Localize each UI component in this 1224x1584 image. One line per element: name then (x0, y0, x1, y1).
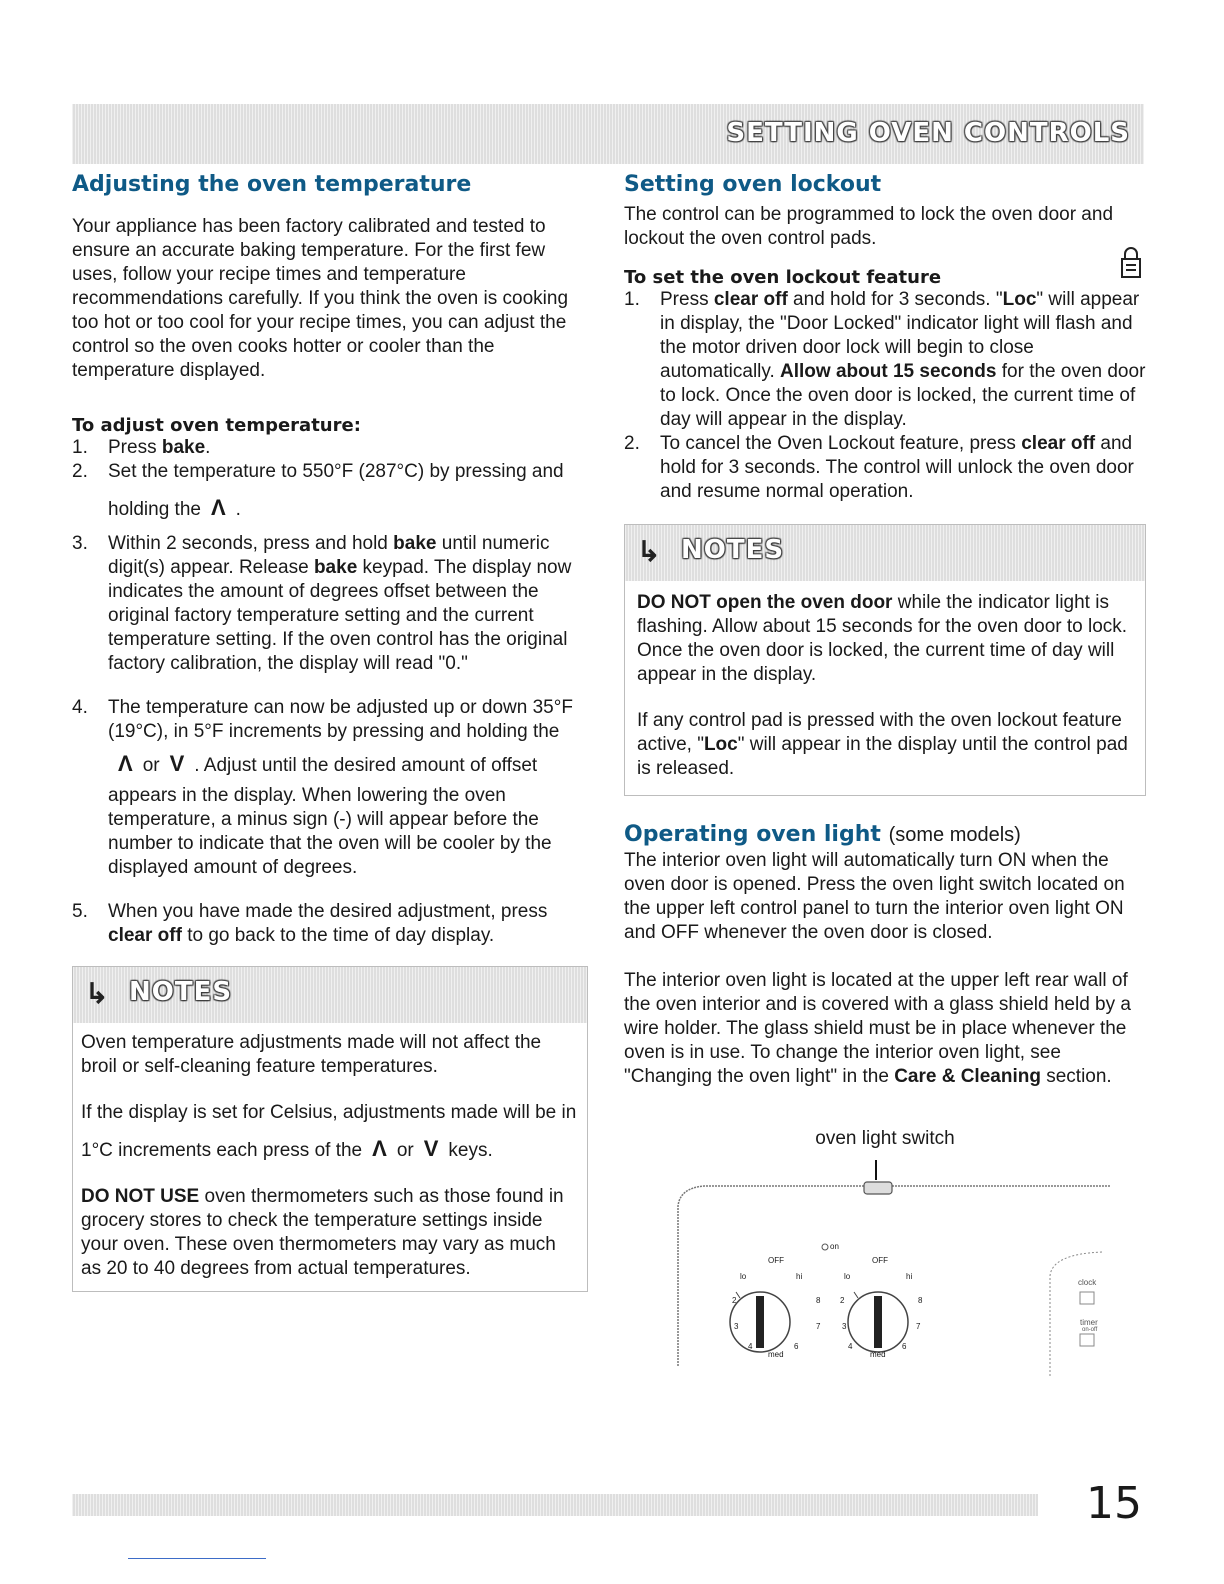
up-arrow-icon: Λ (210, 495, 226, 520)
step-number: 1. (624, 289, 640, 310)
note-text: while the indicator light is flashing. Allow about 15 seconds for the oven door to lock. Once the oven door is locked, the current time of day will appear in the display. (637, 592, 1128, 685)
warning-label: DO NOT open the oven door (637, 592, 893, 613)
off-label: OFF (768, 1256, 784, 1265)
note-text: keys. (448, 1140, 493, 1161)
med-label: med (768, 1350, 784, 1359)
lockout-subheading: To set the oven lockout feature (624, 267, 942, 288)
off-label: OFF (872, 1256, 888, 1265)
note-text: If any control pad is pressed with the oven lockout feature active, " (637, 710, 1122, 755)
bake-key-label: bake (313, 557, 358, 578)
oven-light-heading-text: Operating oven light (624, 822, 881, 847)
step-text: . Adjust until the desired amount of offset (194, 755, 538, 776)
bake-key-label: bake (393, 533, 437, 554)
lo-label: lo (740, 1272, 747, 1281)
step-number: 4. (72, 697, 88, 718)
hi-label: hi (906, 1272, 913, 1281)
oven-light-para-2 (624, 969, 1146, 1089)
step-text: and hold for 3 seconds. The control will unlock the oven door and resume normal operation. (660, 433, 1134, 502)
lock-icon (1120, 245, 1142, 279)
up-arrow-icon: Λ (372, 1136, 387, 1161)
heading-note: (some models) (888, 824, 1021, 846)
dial-number: 7 (816, 1322, 821, 1331)
dial-number: 3 (842, 1322, 847, 1331)
note-paragraph (637, 591, 1133, 687)
note-paragraph (81, 1185, 579, 1281)
lockout-step-1 (624, 288, 1146, 432)
warning-label: DO NOT USE (81, 1186, 200, 1207)
step-text: holding the (108, 499, 201, 520)
step-2 (72, 460, 588, 522)
figure-callout: oven light switch (815, 1128, 955, 1149)
timer-label: timer (1080, 1318, 1098, 1327)
clear-off-key-label: clear off (713, 289, 788, 310)
notes-header (73, 967, 587, 1023)
step-text: . (205, 437, 211, 458)
page-number: 15 (1086, 1478, 1142, 1529)
step-number: 2. (624, 433, 640, 454)
step-text: Within 2 seconds, press and hold (108, 533, 394, 554)
dial-number: 6 (794, 1342, 799, 1351)
med-label: med (870, 1350, 886, 1359)
lockout-notes-box (624, 524, 1146, 796)
note-text: or (396, 1140, 414, 1161)
on-label: on (830, 1242, 839, 1251)
dial-number: 8 (918, 1296, 923, 1305)
step-text: or (142, 755, 160, 776)
adjust-steps-list (72, 436, 588, 948)
control-panel-figure (670, 1126, 1120, 1376)
step-text: and hold for 3 seconds. " (787, 289, 1003, 310)
adjust-temp-subheading: To adjust oven temperature: (72, 415, 361, 436)
note-text: If the display is set for Celsius, adjustments made will be in (81, 1102, 577, 1123)
up-arrow-icon: Λ (118, 751, 133, 776)
down-arrow-icon: V (169, 751, 185, 776)
care-cleaning-ref: Care & Cleaning (894, 1066, 1041, 1087)
step-text: . (235, 499, 241, 520)
notes-label: NOTES (681, 535, 785, 565)
oven-light-heading (624, 822, 1146, 847)
clock-label: clock (1078, 1278, 1097, 1287)
notes-label: NOTES (129, 977, 233, 1007)
pushpin-icon: ↳ (637, 536, 661, 567)
step-text: keypad. The display now indicates the amount of degrees offset between the original factory temperature setting and the current temperature setting. If the oven control has the original factory calibration, the display will read "0." (108, 557, 572, 674)
emphasis-text: Allow about 15 seconds (780, 361, 997, 382)
on-off-label: on-off (1082, 1327, 1098, 1333)
oven-light-para-1: The interior oven light will automatically turn ON when the oven door is opened. Press the oven light switch located on the upper left control panel to turn the interior oven light ON and OFF whenever the oven door is closed. (624, 850, 1125, 943)
lockout-intro: The control can be programmed to lock the oven door and lockout the oven control pads. (624, 204, 1114, 249)
step-number: 3. (72, 533, 88, 554)
step-4 (72, 696, 588, 880)
header-band (72, 104, 1144, 164)
lockout-steps-list (624, 288, 1146, 504)
step-5 (72, 900, 588, 948)
lo-label: lo (844, 1272, 851, 1281)
step-text: for the oven door to lock. Once the oven door is locked, the current time of day will appear in the display. (660, 361, 1146, 430)
adjust-temp-heading: Adjusting the oven temperature (72, 172, 472, 197)
step-text: Set the temperature to 550°F (287°C) by pressing and (108, 461, 564, 482)
temp-notes-box (72, 966, 588, 1292)
step-number: 5. (72, 901, 88, 922)
dial-number: 4 (848, 1342, 853, 1351)
step-text: Press (108, 437, 162, 458)
dial-number: 2 (732, 1296, 737, 1305)
bake-key-label: bake (161, 437, 206, 458)
dial-number: 4 (748, 1342, 753, 1351)
section-title: SETTING OVEN CONTROLS (726, 118, 1130, 148)
control-panel-drawing (670, 1126, 1120, 1376)
dial-number: 2 (840, 1296, 845, 1305)
step-text: The temperature can now be adjusted up or down 35°F (19°C), in 5°F increments by pressing and holding the (108, 697, 573, 742)
step-text: To cancel the Oven Lockout feature, press (660, 433, 1022, 454)
step-3 (72, 532, 588, 676)
dial-number: 7 (916, 1322, 921, 1331)
step-text: When you have made the desired adjustment, press (108, 901, 548, 922)
note-paragraph (81, 1101, 579, 1163)
loc-display-label: Loc (1002, 289, 1037, 310)
notes-header (625, 525, 1145, 581)
para-text: The interior oven light is located at the upper left rear wall of the oven interior and is covered with a glass shield held by a wire holder. The glass shield must be in place whenever the oven is in use. To change the interior oven light, see "Changing the oven light" in the (624, 970, 1131, 1087)
notes-body (625, 581, 1145, 795)
step-text: appears in the display. When lowering the oven temperature, a minus sign (-) will appear before the number to indicate that the oven will be cooler by the displayed amount of degrees. (108, 785, 552, 878)
note-text: 1°C increments each press of the (81, 1140, 363, 1161)
step-number: 1. (72, 437, 88, 458)
lockout-heading: Setting oven lockout (624, 172, 882, 197)
right-column (624, 172, 1146, 1089)
footer-rule (128, 1558, 266, 1559)
pushpin-icon: ↳ (85, 978, 109, 1009)
loc-display-label: Loc (703, 734, 738, 755)
para-text: section. (1040, 1066, 1112, 1087)
left-column (72, 172, 588, 1292)
note-paragraph (637, 709, 1133, 781)
dial-number: 3 (734, 1322, 739, 1331)
note-paragraph: Oven temperature adjustments made will not affect the broil or self-cleaning feature temperatures. (81, 1032, 542, 1077)
notes-body (73, 1023, 587, 1291)
hi-label: hi (796, 1272, 803, 1281)
step-1 (72, 436, 588, 460)
note-text: " will appear in the display until the control pad is released. (637, 734, 1128, 779)
step-text: to go back to the time of day display. (181, 925, 495, 946)
down-arrow-icon: V (423, 1136, 439, 1161)
dial-number: 6 (902, 1342, 907, 1351)
lockout-step-2 (624, 432, 1146, 504)
step-text: Press (660, 289, 714, 310)
step-text: " will appear in display, the "Door Locked" indicator light will flash and the motor driven door lock will begin to close automatically. (660, 289, 1140, 382)
step-number: 2. (72, 461, 88, 482)
note-text: oven thermometers such as those found in grocery stores to check the temperature settings inside your oven. These oven thermometers may vary as much as 20 to 40 degrees from actual temperatures. (81, 1186, 564, 1279)
adjust-temp-intro: Your appliance has been factory calibrated and tested to ensure an accurate baking temperature. For the first few uses, follow your recipe times and temperature recommendations carefully. If you think the oven is cooking too hot or too cool for your recipe times, you can adjust the control so the oven cooks hotter or cooler than the temperature displayed. (72, 216, 569, 381)
clear-off-key-label: clear off (1021, 433, 1096, 454)
step-text: until numeric digit(s) appear. Release (108, 533, 550, 578)
clear-off-key-label: clear off (108, 925, 182, 946)
footer-band (72, 1494, 1038, 1516)
dial-number: 8 (816, 1296, 821, 1305)
